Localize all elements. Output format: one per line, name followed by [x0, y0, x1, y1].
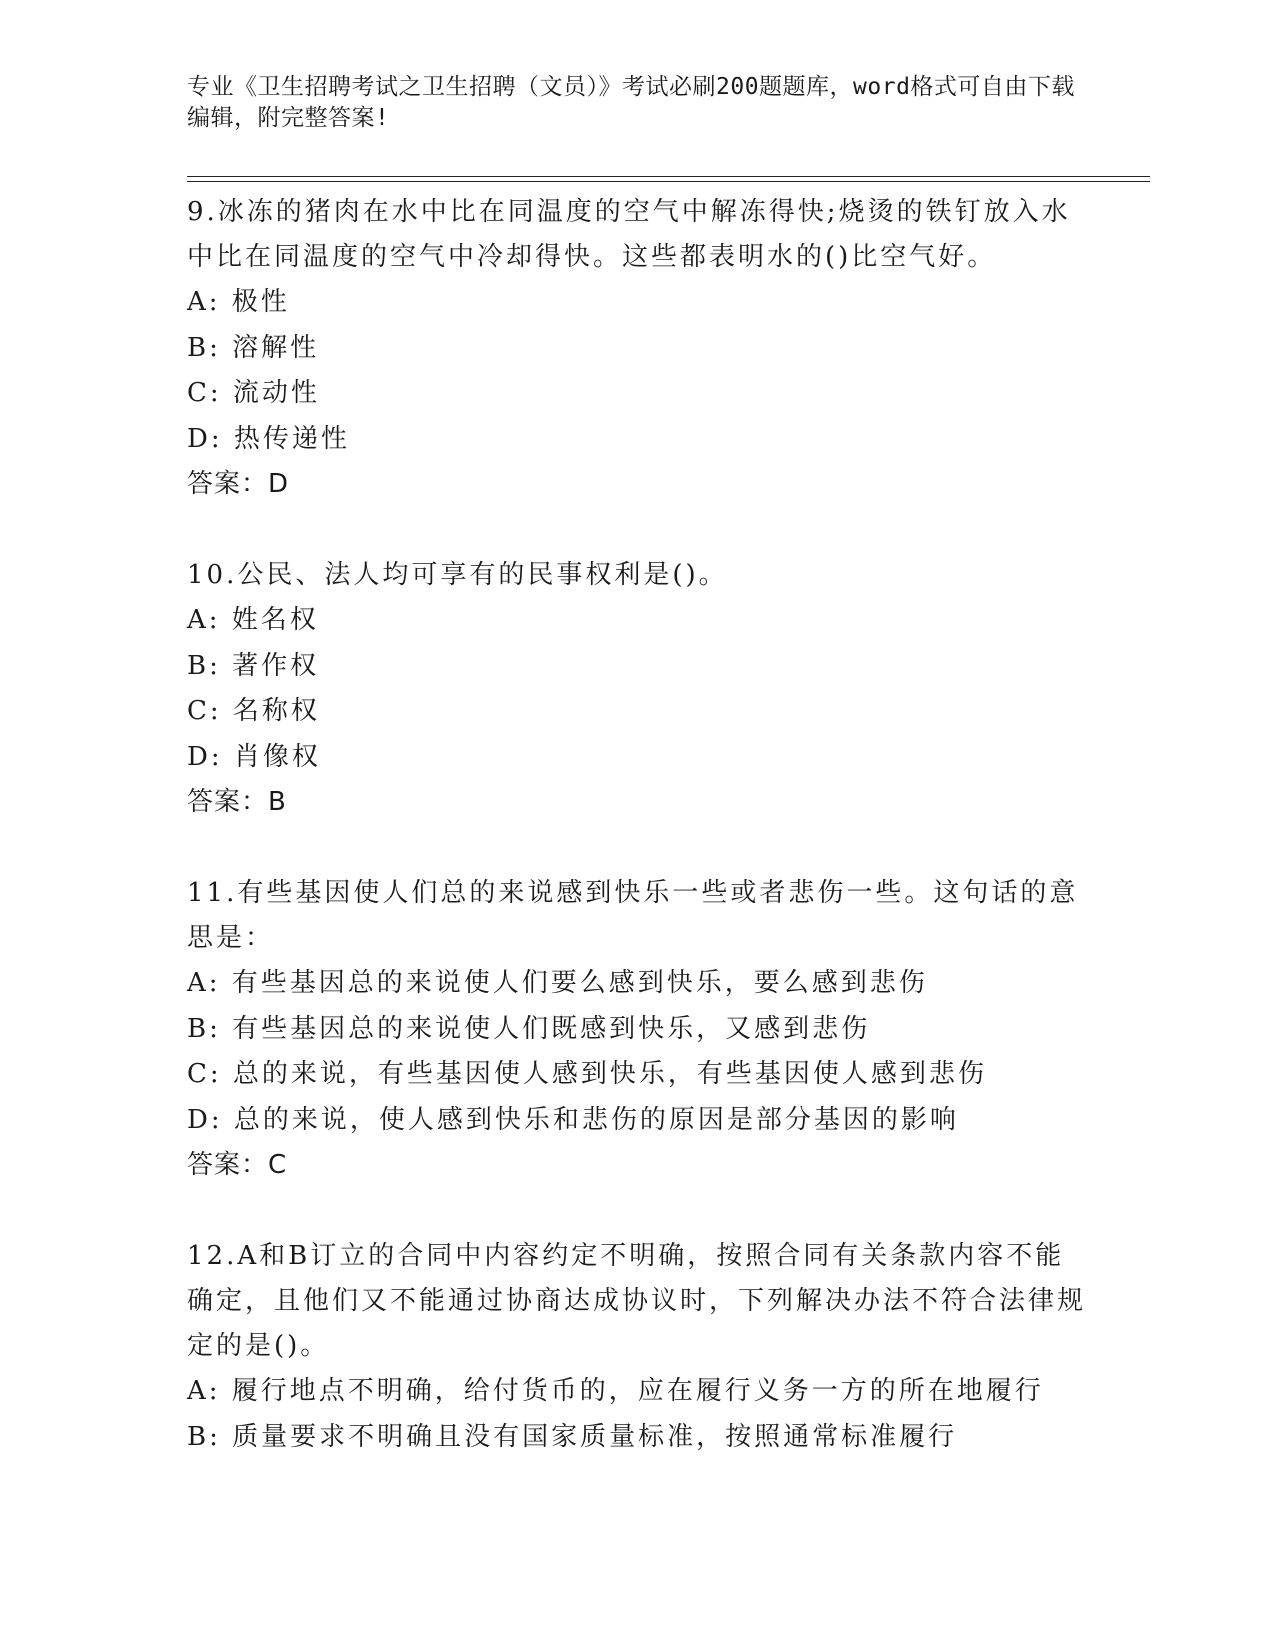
option-a: A: 姓名权 — [187, 605, 319, 635]
question-stem: 9.冰冻的猪肉在水中比在同温度的空气中解冻得快;烧烫的铁钉放入水中比在同温度的空气中冷却得快。这些都表明水的()比空气好。 — [187, 197, 1071, 272]
option-a: A: 有些基因总的来说使人们要么感到快乐，要么感到悲伤 — [187, 968, 928, 998]
option-d: D: 肖像权 — [187, 741, 321, 772]
question-list — [187, 190, 1087, 1460]
answer-line: 答案：D — [187, 469, 290, 499]
question-10 — [187, 553, 1087, 825]
question-stem: 10.公民、法人均可享有的民事权利是()。 — [187, 560, 728, 590]
option-b: B: 著作权 — [187, 650, 320, 681]
option-c: C: 名称权 — [187, 696, 320, 726]
question-stem: 11.有些基因使人们总的来说感到快乐一些或者悲伤一些。这句话的意思是： — [187, 878, 1079, 953]
option-b: B: 溶解性 — [187, 332, 320, 363]
question-11 — [187, 871, 1087, 1188]
option-a: A: 极性 — [187, 287, 290, 317]
option-d: D: 热传递性 — [187, 423, 350, 454]
header-divider-bottom — [187, 181, 1150, 182]
document-header: 专业《卫生招聘考试之卫生招聘（文员）》考试必刷200题题库，word格式可自由下载编辑，附完整答案! — [187, 74, 1075, 131]
header-divider-top — [187, 176, 1150, 177]
option-a: A: 履行地点不明确，给付货币的，应在履行义务一方的所在地履行 — [187, 1376, 1044, 1406]
option-b: B: 质量要求不明确且没有国家质量标准，按照通常标准履行 — [187, 1421, 958, 1452]
question-stem: 12.A和B订立的合同中内容约定不明确，按照合同有关条款内容不能确定，且他们又不能通过协商达成协议时，下列解决办法不符合法律规定的是()。 — [187, 1241, 1087, 1361]
answer-line: 答案：B — [187, 787, 287, 817]
option-c: C: 流动性 — [187, 378, 320, 408]
option-c: C: 总的来说，有些基因使人感到快乐，有些基因使人感到悲伤 — [187, 1059, 987, 1089]
question-12 — [187, 1234, 1087, 1460]
answer-line: 答案：C — [187, 1150, 288, 1180]
option-d: D: 总的来说，使人感到快乐和悲伤的原因是部分基因的影响 — [187, 1104, 959, 1135]
question-9 — [187, 190, 1087, 507]
option-b: B: 有些基因总的来说使人们既感到快乐，又感到悲伤 — [187, 1013, 871, 1044]
